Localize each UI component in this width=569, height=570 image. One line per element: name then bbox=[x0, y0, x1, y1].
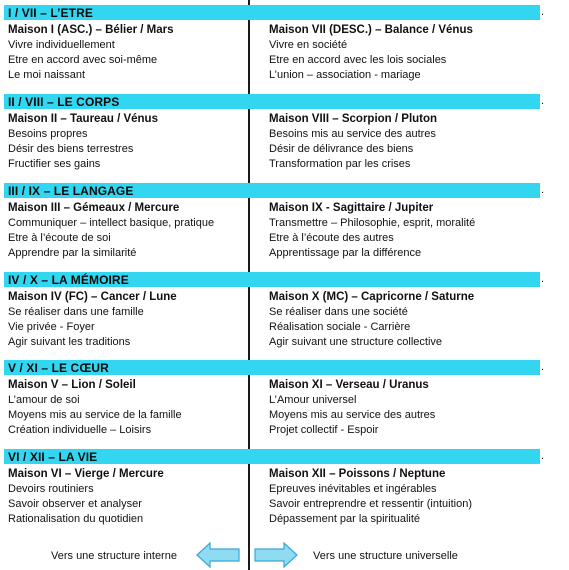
house-meaning-line: Etre à l’écoute des autres bbox=[269, 232, 394, 244]
personal-house-column bbox=[8, 201, 248, 261]
house-title: Maison IV (FC) – Cancer / Lune bbox=[8, 291, 177, 303]
universal-structure-label: Vers une structure universelle bbox=[313, 550, 458, 562]
footer bbox=[0, 540, 569, 570]
house-meaning-line: Réalisation sociale - Carrière bbox=[269, 321, 411, 333]
section-header-band bbox=[4, 272, 540, 287]
section-title: IV / X – LA MÉMOIRE bbox=[8, 273, 129, 287]
house-meaning-line: Savoir entreprendre et ressentir (intuition) bbox=[269, 498, 472, 510]
section bbox=[0, 360, 569, 446]
house-meaning-line: Agir suivant les traditions bbox=[8, 336, 131, 348]
section-end-marker: . bbox=[541, 450, 545, 462]
house-meaning-line: Création individuelle – Loisirs bbox=[8, 424, 152, 436]
house-meaning-line: Vie privée - Foyer bbox=[8, 321, 95, 333]
house-meaning-line: Etre à l’écoute de soi bbox=[8, 232, 111, 244]
house-meaning-line: Transmettre – Philosophie, esprit, moralité bbox=[269, 217, 476, 229]
house-meaning-line: Etre en accord avec les lois sociales bbox=[269, 54, 447, 66]
house-meaning-line: L’Amour universel bbox=[269, 394, 357, 406]
house-meaning-line: L’amour de soi bbox=[8, 394, 80, 406]
section-end-marker: . bbox=[541, 184, 545, 196]
house-meaning-line: Epreuves inévitables et ingérables bbox=[269, 483, 437, 495]
internal-structure-label: Vers une structure interne bbox=[51, 550, 177, 562]
section-end-marker: . bbox=[541, 95, 545, 107]
arrow-right-icon bbox=[254, 542, 298, 568]
social-house-column bbox=[269, 112, 549, 172]
personal-house-column bbox=[8, 23, 248, 83]
social-house-column bbox=[269, 290, 549, 350]
personal-house-column bbox=[8, 467, 248, 527]
house-meaning-line: L’union – association - mariage bbox=[269, 69, 421, 81]
house-meaning-line: Etre en accord avec soi-même bbox=[8, 54, 158, 66]
house-title: Maison II – Taureau / Vénus bbox=[8, 113, 158, 125]
house-meaning-line: Projet collectif - Espoir bbox=[269, 424, 379, 436]
section bbox=[0, 183, 569, 269]
house-meaning-line: Besoins mis au service des autres bbox=[269, 128, 436, 140]
house-title: Maison VI – Vierge / Mercure bbox=[8, 468, 164, 480]
section bbox=[0, 94, 569, 180]
house-meaning-line: Vivre individuellement bbox=[8, 39, 115, 51]
house-title: Maison III – Gémeaux / Mercure bbox=[8, 202, 180, 214]
house-meaning-line: Désir de délivrance des biens bbox=[269, 143, 414, 155]
section-header-band bbox=[4, 5, 540, 20]
house-title: Maison XII – Poissons / Neptune bbox=[269, 468, 446, 480]
social-house-column bbox=[269, 467, 549, 527]
house-meaning-line: Apprendre par la similarité bbox=[8, 247, 137, 259]
house-meaning-line: Apprentissage par la différence bbox=[269, 247, 422, 259]
section-end-marker: . bbox=[541, 361, 545, 373]
house-meaning-line: Le moi naissant bbox=[8, 69, 86, 81]
section-header-band bbox=[4, 360, 540, 375]
house-title: Maison VII (DESC.) – Balance / Vénus bbox=[269, 24, 473, 36]
house-meaning-line: Dépassement par la spiritualité bbox=[269, 513, 421, 525]
arrow-left-icon bbox=[196, 542, 240, 568]
section-header-band bbox=[4, 183, 540, 198]
house-title: Maison IX - Sagittaire / Jupiter bbox=[269, 202, 434, 214]
section-title: I / VII – L’ETRE bbox=[8, 6, 93, 20]
house-title: Maison VIII – Scorpion / Pluton bbox=[269, 113, 438, 125]
house-meaning-line: Devoirs routiniers bbox=[8, 483, 94, 495]
house-meaning-line: Fructifier ses gains bbox=[8, 158, 101, 170]
section-end-marker: . bbox=[541, 6, 545, 18]
section-header-band bbox=[4, 94, 540, 109]
house-title: Maison V – Lion / Soleil bbox=[8, 379, 136, 391]
social-house-column bbox=[269, 201, 549, 261]
house-meaning-line: Vivre en société bbox=[269, 39, 348, 51]
section-title: V / XI – LE CŒUR bbox=[8, 361, 109, 375]
house-meaning-line: Moyens mis au service des autres bbox=[269, 409, 436, 421]
section bbox=[0, 449, 569, 535]
personal-house-column bbox=[8, 112, 248, 172]
section-header-band bbox=[4, 449, 540, 464]
house-meaning-line: Se réaliser dans une famille bbox=[8, 306, 144, 318]
section-end-marker: . bbox=[541, 273, 545, 285]
house-meaning-line: Rationalisation du quotidien bbox=[8, 513, 144, 525]
section bbox=[0, 272, 569, 358]
section-title: II / VIII – LE CORPS bbox=[8, 95, 120, 109]
house-meaning-line: Besoins propres bbox=[8, 128, 88, 140]
house-meaning-line: Savoir observer et analyser bbox=[8, 498, 142, 510]
section bbox=[0, 5, 569, 91]
personal-house-column bbox=[8, 290, 248, 350]
section-title: VI / XII – LA VIE bbox=[8, 450, 98, 464]
social-house-column bbox=[269, 23, 549, 83]
house-title: Maison I (ASC.) – Bélier / Mars bbox=[8, 24, 174, 36]
house-meaning-line: Agir suivant une structure collective bbox=[269, 336, 443, 348]
house-meaning-line: Transformation par les crises bbox=[269, 158, 411, 170]
house-meaning-line: Communiquer – intellect basique, pratique bbox=[8, 217, 215, 229]
house-meaning-line: Moyens mis au service de la famille bbox=[8, 409, 182, 421]
section-title: III / IX – LE LANGAGE bbox=[8, 184, 134, 198]
house-title: Maison XI – Verseau / Uranus bbox=[269, 379, 429, 391]
personal-house-column bbox=[8, 378, 248, 438]
house-title: Maison X (MC) – Capricorne / Saturne bbox=[269, 291, 475, 303]
house-meaning-line: Se réaliser dans une société bbox=[269, 306, 408, 318]
social-house-column bbox=[269, 378, 549, 438]
house-meaning-line: Désir des biens terrestres bbox=[8, 143, 134, 155]
